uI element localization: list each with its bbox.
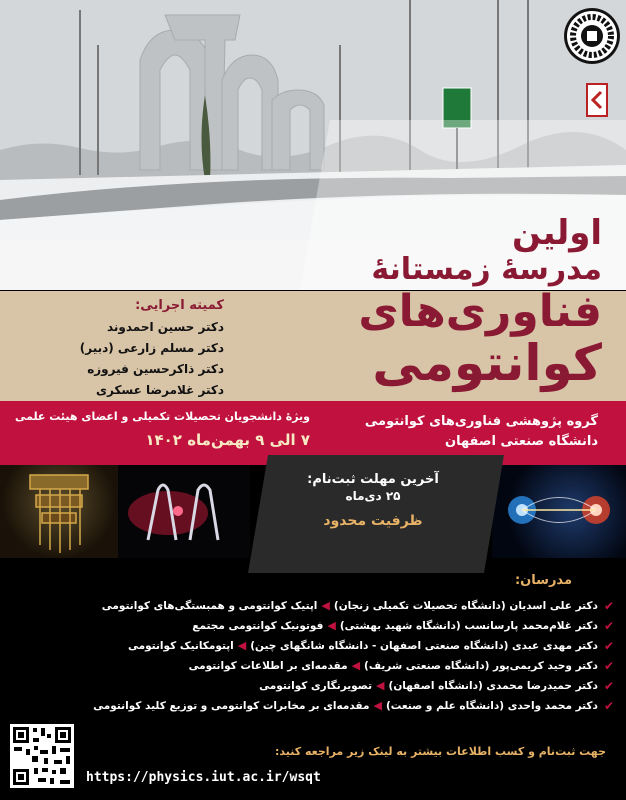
lecturer-topic: مقدمه‌ای بر اطلاعات کوانتومی — [188, 660, 348, 672]
arrow-left-icon: ◀ — [376, 679, 385, 692]
registration-note: جهت ثبت‌نام و کسب اطلاعات بیشتر به لینک زیر مراجعه کنید: — [275, 745, 606, 758]
lecturer-topic: اپتیک کوانتومی و همبستگی‌های کوانتومی — [101, 600, 318, 612]
lecturer-topic: اپتومکانیک کوانتومی — [127, 640, 234, 652]
lecturer-name: دکتر حمیدرضا محمدی (دانشگاه اصفهان) — [388, 680, 598, 692]
lecturer-name: دکتر مهدی عبدی (دانشگاه صنعتی اصفهان - دانشگاه شانگهای چین) — [250, 640, 598, 652]
lecturer-topic: تصویرنگاری کوانتومی — [259, 680, 373, 692]
list-item — [14, 636, 614, 656]
audience-block — [10, 410, 310, 449]
list-item — [14, 676, 614, 696]
organizer-block — [298, 412, 598, 452]
photonic-chip-image — [118, 465, 250, 558]
deadline-label: آخرین مهلت ثبت‌نام: — [307, 472, 439, 487]
arrow-left-icon: ◀ — [321, 599, 330, 612]
committee-member: دکتر حسین احمدوند — [106, 320, 224, 334]
organizer-university: دانشگاه صنعتی اصفهان — [444, 434, 598, 449]
event-dates: ۷ الی ۹ بهمن‌ماه ۱۴۰۲ — [145, 431, 310, 449]
arrow-left-icon: ◀ — [351, 659, 361, 672]
lecturer-name: دکتر وحید کریمی‌پور (دانشگاه صنعتی شریف) — [364, 660, 598, 672]
check-icon: ✔ — [603, 599, 614, 613]
lecturers-list — [14, 596, 614, 716]
title-line-1: اولین — [511, 213, 602, 253]
registration-link[interactable]: https://physics.iut.ac.ir/wsqt — [86, 770, 321, 785]
qr-code-icon[interactable] — [10, 724, 74, 788]
entangled-particles-image — [492, 465, 626, 558]
deadline-info — [270, 472, 476, 529]
lecturer-name: دکتر محمد واحدی (دانشگاه علم و صنعت) — [385, 700, 598, 712]
title-line-3: فناوری‌های — [358, 286, 602, 337]
audience-text: ویژهٔ دانشجویان تحصیلات تکمیلی و اعضای هیئت علمی — [14, 410, 310, 423]
lecturer-topic: مقدمه‌ای بر مخابرات کوانتومی و توزیع کلید کوانتومی — [93, 700, 370, 712]
committee-member: دکتر غلامرضا عسکری — [95, 383, 224, 397]
lecturers-heading: مدرسان: — [514, 573, 572, 588]
organizer-group: گروه پژوهشی فناوری‌های کوانتومی — [364, 414, 598, 429]
check-icon: ✔ — [603, 659, 614, 673]
lecturer-name: دکتر علی اسدیان (دانشگاه تحصیلات تکمیلی زنجان) — [333, 600, 598, 612]
list-item — [14, 696, 614, 716]
committee-member: دکتر مسلم زارعی (دبیر) — [79, 341, 224, 355]
poster-title — [302, 214, 602, 390]
capacity-note: ظرفیت محدود — [323, 513, 423, 529]
arrow-left-icon: ◀ — [327, 619, 336, 632]
arrow-left-icon: ◀ — [237, 639, 247, 652]
title-line-4: کوانتومی — [372, 334, 602, 392]
quantum-computer-image — [0, 465, 118, 558]
check-icon: ✔ — [603, 679, 614, 693]
check-icon: ✔ — [603, 619, 614, 633]
deadline-date: ۲۵ دی‌ماه — [345, 489, 401, 503]
committee-member: دکتر ذاکرحسین فیروزه — [87, 362, 224, 376]
list-item — [14, 656, 614, 676]
executive-committee — [24, 298, 224, 401]
title-line-2: مدرسهٔ زمستانهٔ — [371, 252, 602, 287]
committee-heading: کمیته اجرایی: — [135, 298, 224, 313]
arrow-left-icon: ◀ — [373, 699, 382, 712]
lecturer-topic: فوتونیک کوانتومی مجتمع — [192, 620, 324, 632]
lecturer-name: دکتر غلام‌محمد پارسانسب (دانشگاه شهید بهشتی) — [339, 620, 598, 632]
list-item — [14, 616, 614, 636]
university-logo-icon — [564, 8, 620, 64]
list-item — [14, 596, 614, 616]
check-icon: ✔ — [603, 639, 614, 653]
check-icon: ✔ — [603, 699, 614, 713]
